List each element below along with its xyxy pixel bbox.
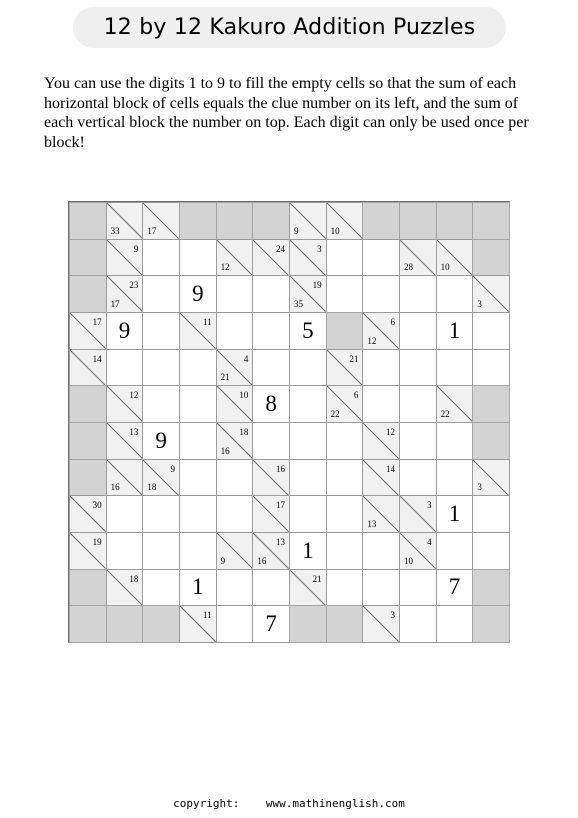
across-clue: 3 [427,500,432,511]
answer-cell[interactable] [142,349,180,387]
answer-cell[interactable] [142,532,180,570]
down-clue: 35 [294,298,303,309]
answer-cell[interactable] [252,422,290,460]
answer-cell[interactable] [472,532,510,570]
clue-cell [106,385,144,423]
answer-cell[interactable] [436,605,474,643]
answer-cell[interactable] [362,532,400,570]
across-clue: 6 [390,317,395,327]
answer-cell[interactable] [362,275,400,313]
blocked-cell [106,605,144,643]
across-clue: 13 [275,537,285,547]
answer-cell[interactable] [326,275,364,313]
answer-cell[interactable] [326,532,364,570]
clue-cell [326,202,364,240]
answer-cell[interactable] [289,495,327,533]
answer-cell[interactable] [179,569,217,607]
answer-cell[interactable] [362,239,400,277]
answer-cell[interactable] [436,459,474,497]
across-clue: 12 [385,427,395,437]
answer-cell[interactable] [399,459,437,497]
down-clue: 28 [404,262,413,273]
given-digit: 8 [265,391,277,417]
given-digit: 1 [192,574,204,600]
down-clue: 3 [477,298,482,309]
clue-cell [399,495,437,533]
answer-cell[interactable] [142,385,180,423]
clue-cell [106,459,144,497]
down-clue: 12 [220,262,230,273]
answer-cell[interactable] [326,569,364,607]
clue-cell [472,459,510,497]
blocked-cell [472,385,510,423]
clue-cell [106,422,144,460]
across-clue: 10 [239,390,249,401]
down-clue: 10 [440,262,450,273]
answer-cell[interactable] [326,495,364,533]
down-clue: 21 [220,372,230,383]
down-clue: 16 [110,482,120,493]
across-clue: 18 [239,427,249,437]
clue-cell [69,532,107,570]
given-digit: 9 [192,281,204,307]
across-clue: 3 [390,610,395,621]
clue-cell [436,239,474,277]
answer-cell[interactable] [179,385,217,423]
across-clue: 13 [129,427,139,437]
across-clue: 19 [92,537,102,547]
down-clue: 3 [477,482,482,493]
answer-cell[interactable] [436,532,474,570]
answer-cell[interactable] [179,349,217,387]
down-clue: 22 [440,408,450,419]
answer-cell[interactable] [362,385,400,423]
answer-cell[interactable] [326,459,364,497]
blocked-cell [69,275,107,313]
answer-cell[interactable] [472,349,510,387]
answer-cell[interactable] [289,459,327,497]
answer-cell[interactable] [142,312,180,350]
answer-cell[interactable] [399,385,437,423]
answer-cell[interactable] [252,605,290,643]
answer-cell[interactable] [289,349,327,387]
answer-cell[interactable] [106,312,144,350]
down-clue: 9 [294,225,299,236]
blocked-cell [436,202,474,240]
given-digit: 1 [448,317,461,343]
down-clue: 10 [404,555,413,566]
across-clue: 9 [133,243,139,254]
answer-cell[interactable] [362,569,400,607]
clue-cell [362,459,400,497]
clue-cell [216,532,254,570]
answer-cell[interactable] [252,385,290,423]
blocked-cell [69,202,107,240]
clue-cell [179,605,217,643]
clue-cell [436,385,474,423]
answer-cell[interactable] [216,605,254,643]
website-link[interactable]: www.mathinenglish.com [265,797,405,810]
clue-cell [142,459,180,497]
across-clue: 11 [202,610,212,621]
clue-cell [252,239,290,277]
answer-cell[interactable] [326,422,364,460]
answer-cell[interactable] [289,312,327,350]
clue-cell [69,495,107,533]
footer [0,797,578,810]
down-clue: 17 [110,298,120,309]
blocked-cell [69,385,107,423]
clue-cell [69,312,107,350]
clue-cell [252,459,290,497]
answer-cell[interactable] [106,532,144,570]
down-clue: 17 [147,225,157,236]
clue-cell [289,275,327,313]
across-clue: 19 [312,280,322,291]
across-clue: 17 [275,500,285,511]
down-clue: 18 [147,482,157,493]
given-digit: 7 [448,574,461,600]
blocked-cell [216,202,254,240]
blocked-cell [472,569,510,607]
blocked-cell [472,422,510,460]
answer-cell[interactable] [252,275,290,313]
clue-cell [252,532,290,570]
answer-cell[interactable] [472,312,510,350]
answer-cell[interactable] [252,349,290,387]
down-clue: 9 [220,555,226,566]
across-clue: 6 [353,390,359,401]
blocked-cell [69,459,107,497]
given-digit: 9 [118,317,131,343]
answer-cell[interactable] [289,385,327,423]
clue-cell [106,275,144,313]
clue-cell [216,422,254,460]
blocked-cell [399,202,437,240]
blocked-cell [69,605,107,643]
blocked-cell [69,422,107,460]
title-banner [73,7,506,48]
across-clue: 18 [129,573,139,584]
across-clue: 24 [275,243,285,254]
across-clue: 23 [129,280,139,291]
answer-cell[interactable] [436,569,474,607]
across-clue: 21 [312,573,322,584]
clue-cell [289,239,327,277]
blocked-cell [142,605,180,643]
clue-cell [289,202,327,240]
blocked-cell [472,605,510,643]
answer-cell[interactable] [142,569,180,607]
blocked-cell [179,202,217,240]
answer-cell[interactable] [142,495,180,533]
across-clue: 4 [427,537,432,547]
answer-cell[interactable] [179,459,217,497]
given-digit: 9 [155,427,167,453]
given-digit: 1 [448,501,461,527]
blocked-cell [326,605,364,643]
answer-cell[interactable] [436,349,474,387]
answer-cell[interactable] [179,275,217,313]
clue-cell [69,349,107,387]
answer-cell[interactable] [179,239,217,277]
answer-cell[interactable] [216,495,254,533]
answer-cell[interactable] [216,275,254,313]
answer-cell[interactable] [179,532,217,570]
clue-cell [289,569,327,607]
answer-cell[interactable] [326,239,364,277]
down-clue: 22 [330,408,340,419]
blocked-cell [326,312,364,350]
across-clue: 30 [92,500,102,511]
across-clue: 4 [243,353,249,364]
clue-cell [362,312,400,350]
answer-cell[interactable] [142,275,180,313]
across-clue: 11 [202,317,212,327]
answer-cell[interactable] [399,422,437,460]
answer-cell[interactable] [179,422,217,460]
clue-cell [252,495,290,533]
down-clue: 16 [220,445,230,456]
instructions-text: You can use the digits 1 to 9 to fill the empty cells so that the sum of each horizontal block of cells equals the clue number on its left, and the sum of each vertical block the number on top. Each digit can only be used once per block! [44,75,529,151]
clue-cell [362,605,400,643]
clue-cell [362,495,400,533]
clue-cell [216,349,254,387]
answer-cell[interactable] [142,239,180,277]
clue-cell [106,202,144,240]
answer-cell[interactable] [289,532,327,570]
down-clue: 13 [367,518,377,529]
answer-cell[interactable] [216,569,254,607]
answer-cell[interactable] [216,459,254,497]
blocked-cell [69,239,107,277]
down-clue: 10 [330,225,340,236]
answer-cell[interactable] [399,349,437,387]
down-clue: 16 [257,555,267,566]
answer-cell[interactable] [436,312,474,350]
given-digit: 1 [302,537,314,563]
answer-cell[interactable] [289,422,327,460]
across-clue: 16 [275,463,285,474]
answer-cell[interactable] [142,422,180,460]
clue-cell [106,569,144,607]
clue-cell [326,385,364,423]
down-clue: 33 [110,225,120,236]
across-clue: 3 [317,243,322,254]
blocked-cell [472,202,510,240]
given-digit: 5 [302,317,314,343]
across-clue: 21 [349,353,359,364]
clue-cell [216,385,254,423]
across-clue: 12 [129,390,139,401]
down-clue: 12 [367,335,377,346]
clue-cell [216,239,254,277]
answer-cell[interactable] [436,275,474,313]
clue-cell [106,239,144,277]
answer-cell[interactable] [106,495,144,533]
answer-cell[interactable] [399,275,437,313]
clue-cell [326,349,364,387]
answer-cell[interactable] [252,569,290,607]
blocked-cell [362,202,400,240]
blocked-cell [69,569,107,607]
answer-cell[interactable] [399,569,437,607]
answer-cell[interactable] [252,312,290,350]
answer-cell[interactable] [399,605,437,643]
across-clue: 14 [385,463,395,474]
across-clue: 14 [92,353,102,364]
blocked-cell [472,239,510,277]
page-title: 12 by 12 Kakuro Addition Puzzles [103,15,476,40]
answer-cell[interactable] [106,349,144,387]
clue-cell [362,422,400,460]
across-clue: 17 [92,317,102,327]
answer-cell[interactable] [472,495,510,533]
answer-cell[interactable] [436,422,474,460]
answer-cell[interactable] [399,312,437,350]
answer-cell[interactable] [179,495,217,533]
clue-cell [472,275,510,313]
copyright-label: copyright: [173,797,240,810]
answer-cell[interactable] [362,349,400,387]
clue-cell [399,239,437,277]
across-clue: 9 [170,463,175,474]
blocked-cell [252,202,290,240]
given-digit: 7 [265,611,277,637]
clue-cell [399,532,437,570]
kakuro-grid [68,201,510,643]
clue-cell [179,312,217,350]
answer-cell[interactable] [436,495,474,533]
blocked-cell [289,605,327,643]
answer-cell[interactable] [216,312,254,350]
clue-cell [142,202,180,240]
